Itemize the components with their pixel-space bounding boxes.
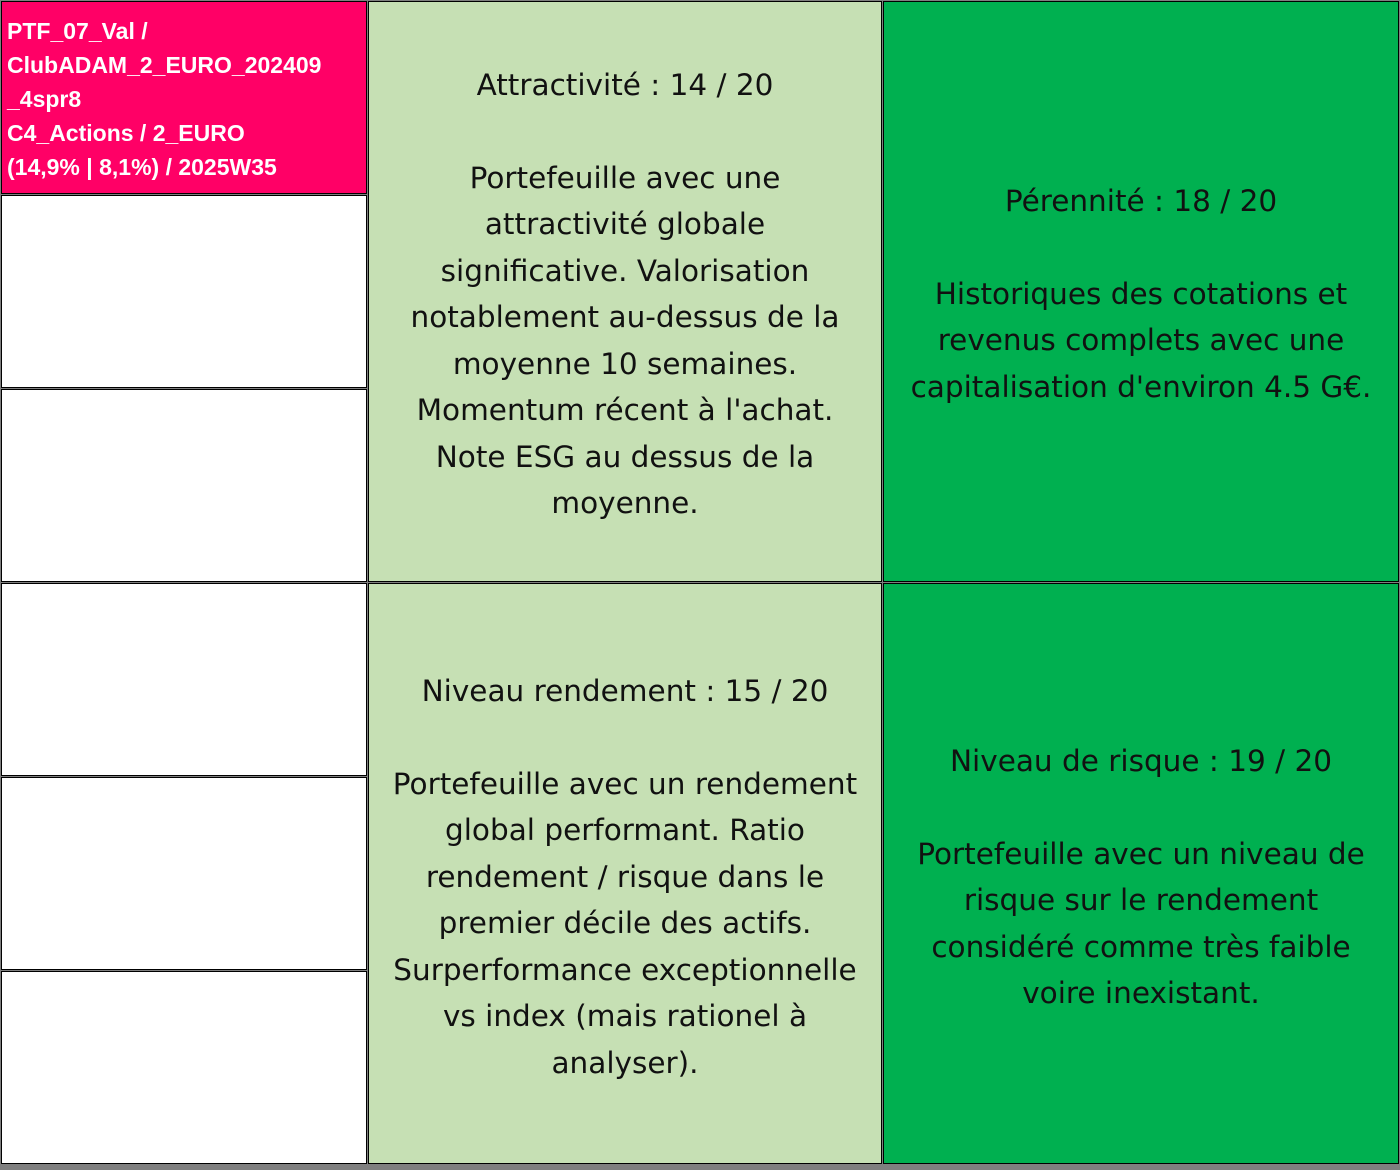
attractivite-desc-line: Portefeuille avec une <box>469 160 781 195</box>
rendement-desc-line: Surperformance exceptionnelle <box>393 952 857 987</box>
attractivite-title: Attractivité : 14 / 20 <box>476 68 774 102</box>
perennite-title: Pérennité : 18 / 20 <box>1004 184 1278 218</box>
perennite-card <box>884 2 1398 581</box>
risque-desc-line: Portefeuille avec un niveau de <box>917 836 1365 871</box>
empty-cell <box>2 584 366 775</box>
rendement-desc-line: vs index (mais rationel à <box>442 999 808 1033</box>
risque-description <box>917 831 1365 1017</box>
risque-card <box>884 584 1398 1163</box>
attractivite-desc-line: moyenne. <box>551 486 699 520</box>
risque-desc-line: voire inexistant. <box>1022 976 1260 1010</box>
attractivite-desc-line: Note ESG au dessus de la <box>435 439 815 474</box>
portfolio-header-line: ClubADAM_2_EURO_202409 <box>7 52 322 78</box>
empty-cell <box>2 972 366 1163</box>
perennite-desc-line: capitalisation d'environ 4.5 G€. <box>910 369 1372 404</box>
attractivite-desc-line: Momentum récent à l'achat. <box>416 393 834 427</box>
portfolio-header-cell <box>2 2 366 193</box>
attractivite-desc-line: notablement au-dessus de la <box>410 300 840 334</box>
portfolio-header-line: C4_Actions / 2_EURO <box>7 120 245 146</box>
empty-cell <box>2 390 366 581</box>
portfolio-header-line: _4spr8 <box>7 86 82 112</box>
rendement-description <box>393 761 857 1087</box>
attractivite-desc-line: moyenne 10 semaines. <box>452 346 798 381</box>
attractivite-description <box>411 155 840 527</box>
rendement-title: Niveau rendement : 15 / 20 <box>421 674 829 708</box>
perennite-description <box>911 271 1372 411</box>
rendement-desc-line: Portefeuille avec un rendement <box>392 766 858 801</box>
attractivite-desc-line: attractivité globale <box>484 207 766 241</box>
perennite-desc-line: revenus complets avec une <box>937 323 1345 357</box>
attractivite-card <box>369 2 881 581</box>
risque-desc-line: risque sur le rendement <box>963 883 1319 917</box>
risque-desc-line: considéré comme très faible <box>931 929 1351 964</box>
portfolio-header-line: (14,9% | 8,1%) / 2025W35 <box>7 154 277 180</box>
portfolio-header-line: PTF_07_Val / <box>7 18 148 44</box>
rendement-desc-line: analyser). <box>551 1045 699 1080</box>
perennite-desc-line: Historiques des cotations et <box>934 276 1348 311</box>
rendement-desc-line: rendement / risque dans le <box>425 859 825 894</box>
attractivite-desc-line: significative. Valorisation <box>440 253 810 288</box>
empty-cell <box>2 778 366 969</box>
empty-cell <box>2 196 366 387</box>
rendement-desc-line: global performant. Ratio <box>445 813 805 847</box>
rendement-card <box>369 584 881 1163</box>
rendement-desc-line: premier décile des actifs. <box>438 906 812 940</box>
risque-title: Niveau de risque : 19 / 20 <box>949 744 1332 778</box>
